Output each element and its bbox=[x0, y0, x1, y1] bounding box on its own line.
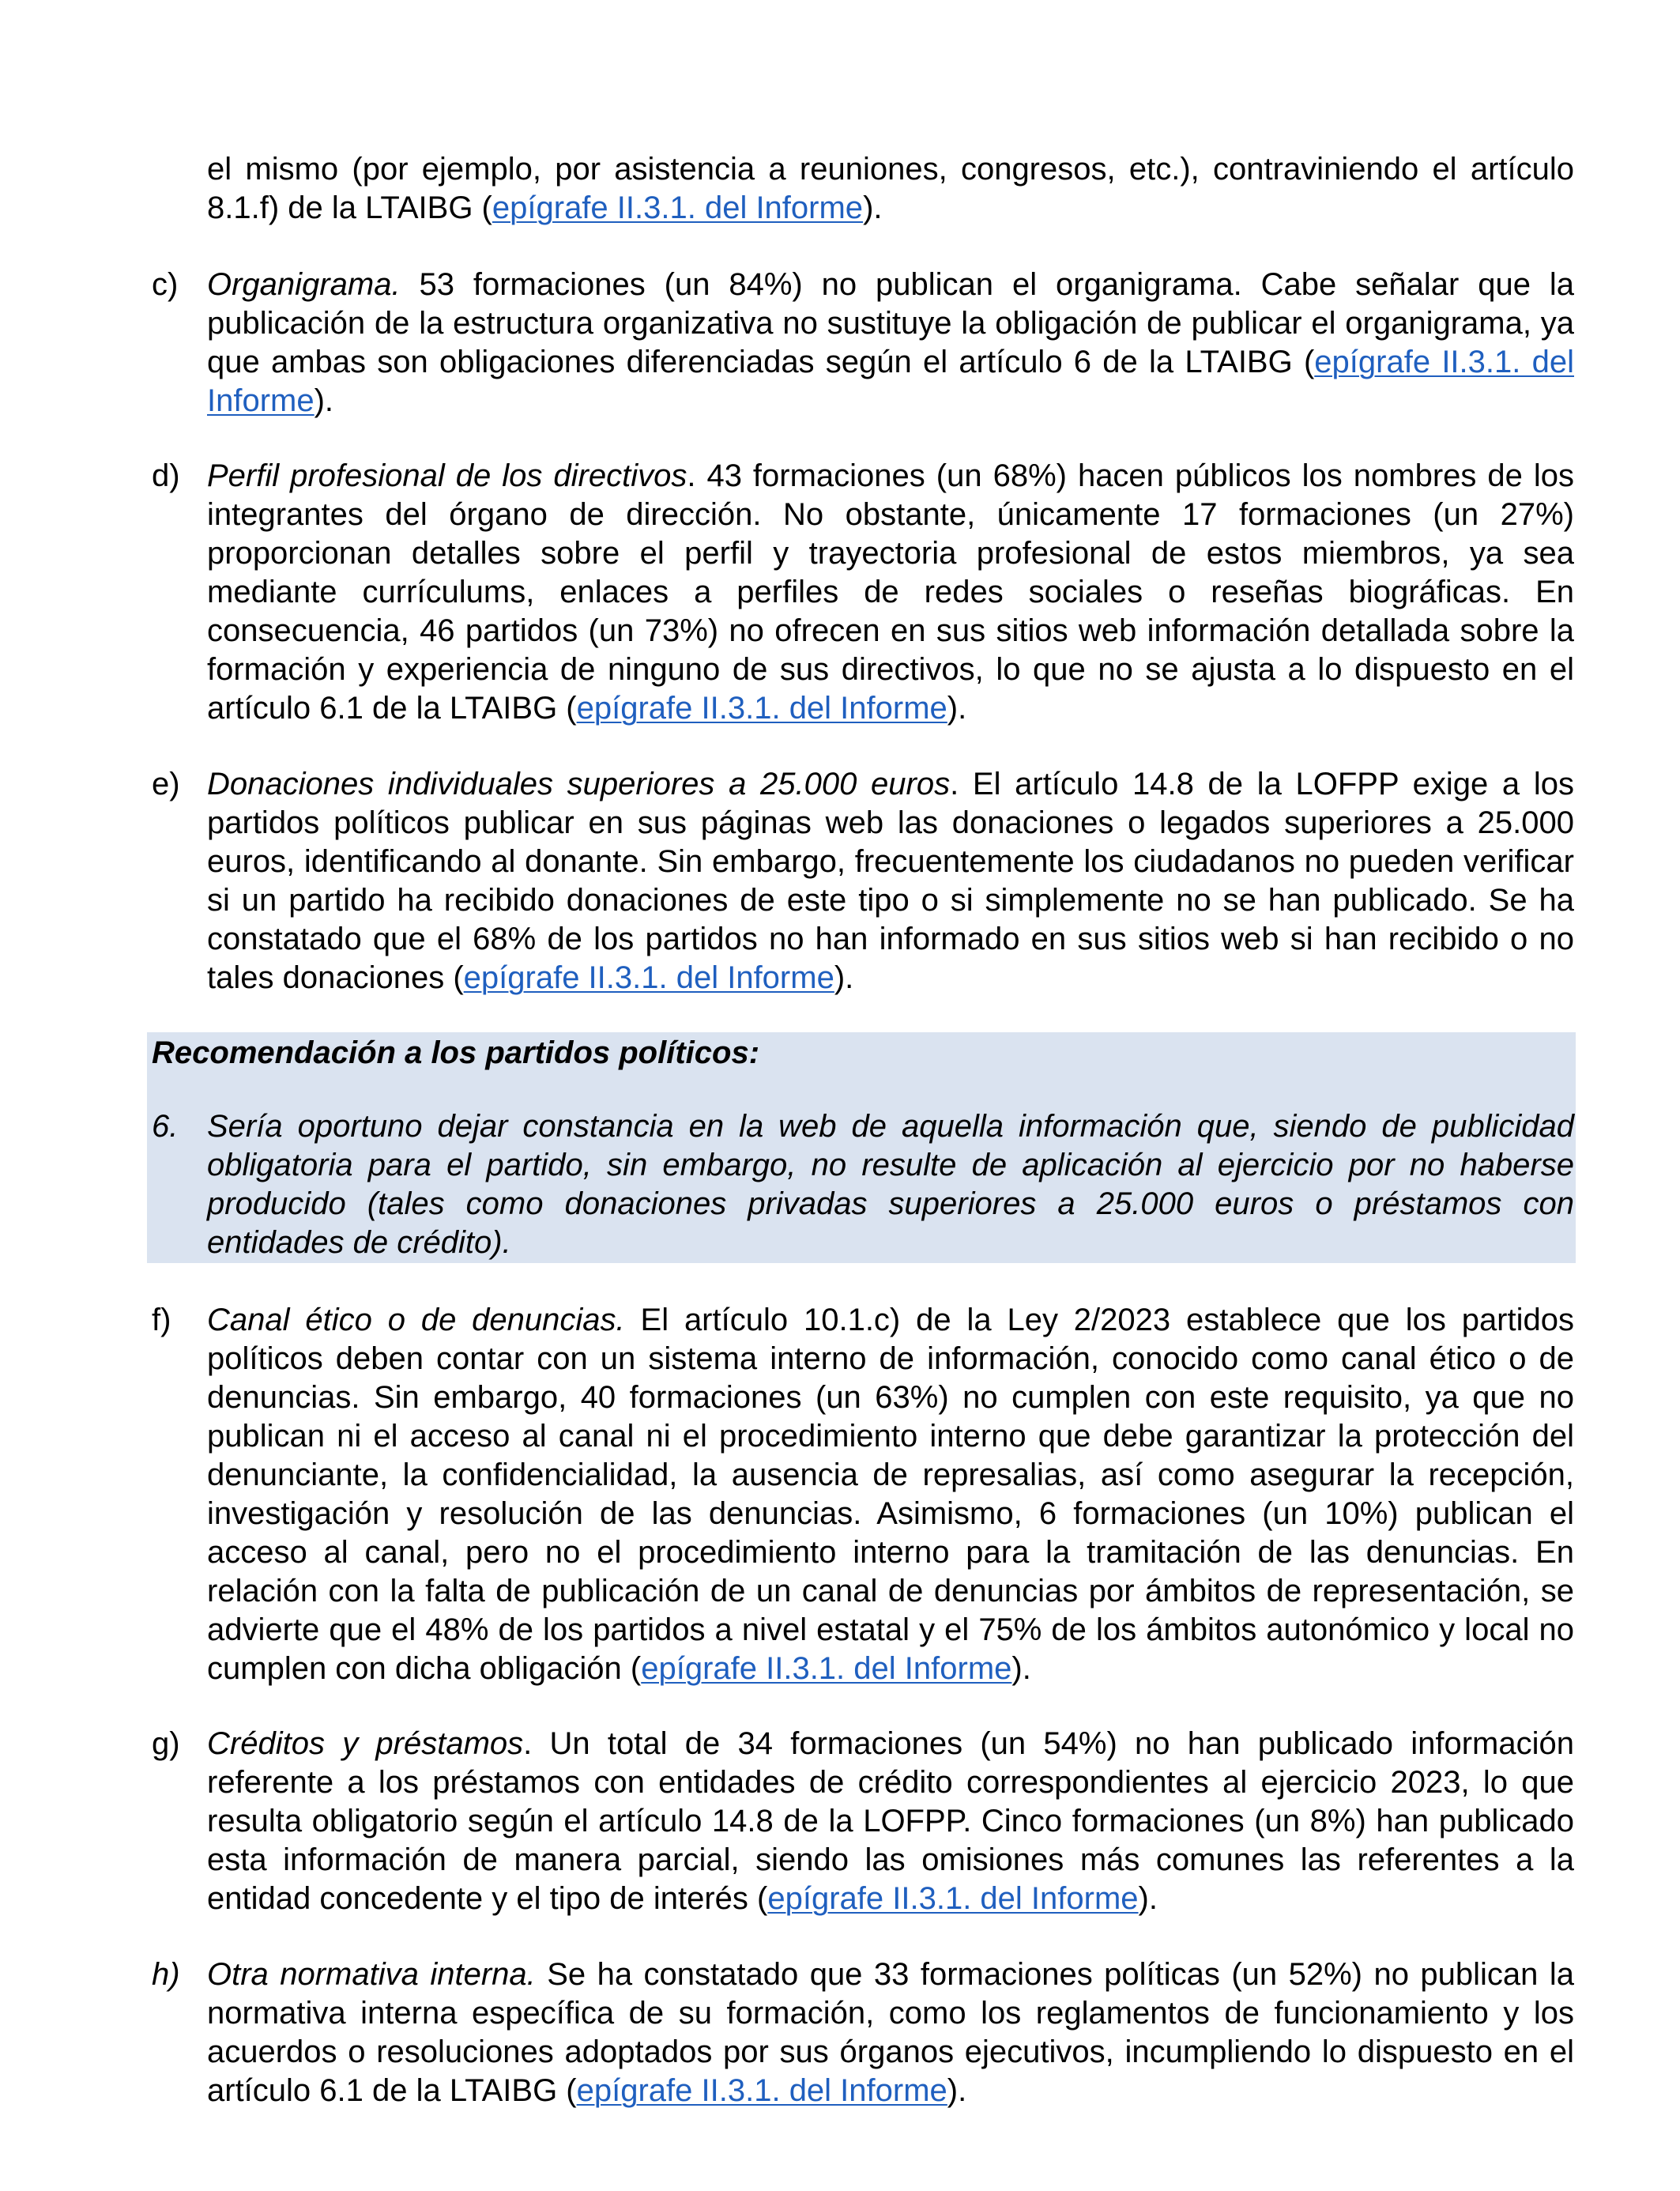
list-item-label: d) bbox=[152, 458, 180, 493]
list-item-body bbox=[207, 1301, 1574, 1688]
informe-link[interactable]: epígrafe II.3.1. del Informe bbox=[576, 691, 947, 726]
list-item-label: e) bbox=[152, 767, 180, 801]
list-item-title: Organigrama. bbox=[207, 267, 401, 302]
list-item-label: c) bbox=[152, 267, 179, 302]
list-item-body bbox=[207, 1955, 1574, 2110]
list-item-label: f) bbox=[152, 1303, 171, 1337]
list-item-text: . Un total de 34 formaciones (un 54%) no han publicado información referente a los préstamos con entidades de crédito correspondientes al ejercicio 2023, lo que resulta obligatorio según el artículo 14.8 de la LOFPP. Cinco formaciones (un 8%) han publicado esta información de manera parcial, siendo las omisiones más comunes las referentes a la entidad concedente y el tipo de interés ( bbox=[207, 1726, 1574, 1916]
list-item-title: Créditos y préstamos bbox=[207, 1726, 524, 1761]
informe-link[interactable]: epígrafe II.3.1. del Informe bbox=[641, 1651, 1012, 1686]
list-item-text: . El artículo 14.8 de la LOFPP exige a los partidos políticos publicar en sus páginas web las donaciones o legados superiores a 25.000 euros, identificando al donante. Sin embargo, frecuentemente los ciudadanos no pueden verificar si un partido ha recibido donaciones de este tipo o si simplemente no se han publicado. Se ha constatado que el 68% de los partidos no han informado en sus sitios web si han recibido o no tales donaciones ( bbox=[207, 767, 1574, 995]
recommendation-title: Recomendación a los partidos políticos: bbox=[152, 1035, 760, 1070]
list-item-text: . 43 formaciones (un 68%) hacen públicos los nombres de los integrantes del órgano de dirección. No obstante, únicamente 17 formaciones (un 27%) proporcionan detalles sobre el perfil y trayectoria profesional de estos miembros, ya sea mediante currículums, enlaces a perfiles de redes sociales o reseñas biográficas. En consecuencia, 46 partidos (un 73%) no ofrecen en sus sitios web información detallada sobre la formación y experiencia de ninguno de sus directivos, lo que no se ajusta a lo dispuesto en el artículo 6.1 de la LTAIBG ( bbox=[207, 458, 1574, 726]
informe-link[interactable]: epígrafe II.3.1. del Informe bbox=[576, 2073, 947, 2108]
list-item-title: Otra normativa interna. bbox=[207, 1957, 536, 1992]
list-item-end: ). bbox=[947, 2073, 967, 2108]
recommendation-number: 6. bbox=[152, 1109, 179, 1144]
list-item-text: Se ha constatado que 33 formaciones políticas (un 52%) no publican la normativa interna específica de su formación, como los reglamentos de funcionamiento y los acuerdos o resoluciones adoptados por sus órganos ejecutivos, incumpliendo lo dispuesto en el artículo 6.1 de la LTAIBG ( bbox=[207, 1957, 1575, 2108]
list-item-text: El artículo 10.1.c) de la Ley 2/2023 establece que los partidos políticos deben contar con un sistema interno de información, conocido como canal ético o de denuncias. Sin embargo, 40 formaciones (un 63%) no cumplen con este requisito, ya que no publican ni el acceso al canal ni el procedimiento interno que debe garantizar la protección del denunciante, la confidencialidad, la ausencia de represalias, así como asegurar la recepción, investigación y resolución de las denuncias. Asimismo, 6 formaciones (un 10%) publican el acceso al canal, pero no el procedimiento interno para la tramitación de las denuncias. En relación con la falta de publicación de un canal de denuncias por ámbitos de representación, se advierte que el 48% de los partidos a nivel estatal y el 75% de los ámbitos autonómico y local no cumplen con dicha obligación ( bbox=[207, 1303, 1574, 1686]
informe-link[interactable]: epígrafe II.3.1. del Informe bbox=[492, 190, 864, 225]
list-item-title: Donaciones individuales superiores a 25.000 euros bbox=[207, 767, 951, 801]
continuation-paragraph bbox=[207, 150, 1574, 228]
list-item-end: ). bbox=[1138, 1881, 1158, 1916]
continuation-end: ). bbox=[863, 190, 883, 225]
recommendation-text: Sería oportuno dejar constancia en la web de aquella información que, siendo de publicidad obligatoria para el partido, sin embargo, no resulte de aplicación al ejercicio por no haberse producido (tales como donaciones privadas superiores a 25.000 euros o préstamos con entidades de crédito). bbox=[207, 1109, 1574, 1260]
informe-link[interactable]: epígrafe II.3.1. del Informe bbox=[463, 960, 834, 995]
list-item-end: ). bbox=[834, 960, 854, 995]
list-item-title: Canal ético o de denuncias. bbox=[207, 1303, 625, 1337]
list-item-label: g) bbox=[152, 1726, 180, 1761]
list-item-end: ). bbox=[1011, 1651, 1031, 1686]
list-item-end: ). bbox=[947, 691, 967, 726]
list-item-title: Perfil profesional de los directivos bbox=[207, 458, 687, 493]
list-item-label: h) bbox=[152, 1957, 180, 1992]
list-item-end: ). bbox=[314, 383, 334, 418]
list-item-body bbox=[207, 457, 1574, 728]
list-item-body bbox=[207, 266, 1574, 420]
informe-link[interactable]: epígrafe II.3.1. del Informe bbox=[767, 1881, 1139, 1916]
list-item-body bbox=[207, 1725, 1574, 1918]
informe-link[interactable]: epígrafe II.3.1. del Informe bbox=[207, 345, 1574, 418]
continuation-text: el mismo (por ejemplo, por asistencia a reuniones, congresos, etc.), contraviniendo el artículo 8.1.f) de la LTAIBG ( bbox=[207, 152, 1574, 225]
list-item-text: 53 formaciones (un 84%) no publican el organigrama. Cabe señalar que la publicación de la estructura organizativa no sustituye la obligación de publicar el organigrama, ya que ambas son obligaciones diferenciadas según el artículo 6 de la LTAIBG ( bbox=[207, 267, 1574, 379]
list-item-body bbox=[207, 765, 1574, 997]
